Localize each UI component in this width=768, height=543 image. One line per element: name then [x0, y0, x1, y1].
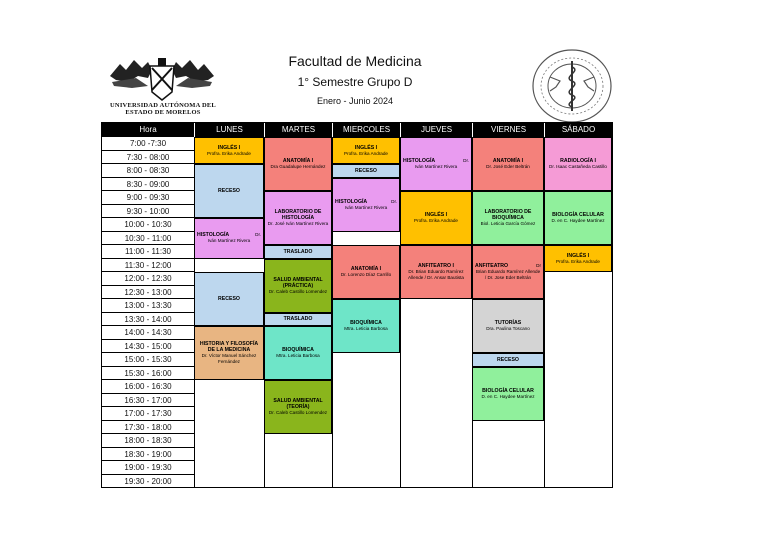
class-teacher: Iván Martínez Rivera: [344, 204, 388, 210]
class-title-suffix: Dr: [536, 263, 541, 269]
header-sabado: SÁBADO: [544, 123, 612, 137]
schedule-table: [101, 122, 613, 488]
class-block-lun-ingles: [194, 137, 264, 164]
hour-label: 14:30 - 15:00: [102, 340, 194, 354]
hour-label: 19:30 - 20:00: [102, 475, 194, 489]
class-teacher: Dr. Brian Eduardo Ramírez Allende / Dr. Ansar Bautista: [408, 269, 464, 280]
class-teacher: Iván Martínez Rivera: [207, 238, 251, 244]
class-teacher: Mtra. Leticia Barbosa: [276, 353, 320, 359]
class-block-mar-lab-histo: [264, 191, 332, 245]
class-teacher: Biol. Leticia García Gómez: [480, 221, 536, 227]
class-teacher: Dr. José Iván Martínez Rivera: [267, 221, 329, 227]
hour-label: 17:00 - 17:30: [102, 407, 194, 421]
class-title: LABORATORIO DE HISTOLOGÍA: [274, 209, 322, 222]
class-title: ANATOMÍA I: [492, 158, 524, 165]
class-teacher: Profra. Erika Andrade: [556, 258, 600, 264]
class-title: HISTORIA Y FILOSOFÍA DE LA MEDICINA: [199, 341, 259, 354]
class-title: HISTOLOGÍA: [403, 158, 436, 165]
class-teacher: Dr. José Eder Beltrán: [486, 164, 530, 170]
class-title: ANATOMÍA I: [350, 266, 382, 273]
hour-label: 7:00 -7:30: [102, 137, 194, 151]
class-title: INGLÉS I: [354, 144, 378, 151]
hour-label: 9:30 - 10:00: [102, 205, 194, 219]
class-block-jue-ingles: [400, 191, 472, 245]
hour-label: 19:00 - 19:30: [102, 461, 194, 475]
class-teacher: Iván Martínez Rivera: [414, 164, 458, 170]
class-title: RECESO: [355, 167, 377, 174]
class-title: TRASLADO: [283, 316, 313, 323]
class-block-mar-salud-teoria: [264, 380, 332, 434]
hour-label: 8:30 - 09:00: [102, 178, 194, 192]
page-subtitle: 1° Semestre Grupo D: [297, 75, 413, 89]
class-title: HISTOLOGÍA: [335, 198, 368, 205]
class-block-vie-receso: [472, 353, 544, 367]
hour-label: 17:30 - 18:00: [102, 421, 194, 435]
class-block-mie-anatomia: [332, 245, 400, 299]
hour-label: 7:30 - 08:00: [102, 151, 194, 165]
class-title: RECESO: [218, 188, 240, 194]
class-title: HISTOLOGÍA: [197, 232, 230, 239]
hour-label: 9:00 - 09:30: [102, 191, 194, 205]
class-teacher: Dr. Víctor Manuel Sánchez Fernández: [201, 353, 257, 364]
class-title-suffix: Dr.: [391, 198, 397, 204]
class-teacher: Profra. Erika Andrade: [344, 150, 388, 156]
class-teacher: Dra Guadalupe Hernández: [270, 164, 326, 170]
class-block-lun-receso2: [194, 272, 264, 326]
university-line-2: ESTADO DE MORELOS: [125, 109, 201, 116]
class-title-suffix: Dr.: [255, 232, 261, 238]
header-jueves: JUEVES: [400, 123, 472, 137]
class-teacher: Mtra. Leticia Barbosa: [344, 326, 388, 332]
hour-label: 15:30 - 16:00: [102, 367, 194, 381]
class-block-mie-bioquimica: [332, 299, 400, 353]
class-title: BIOLOGÍA CELULAR: [482, 387, 534, 394]
class-teacher: D. en C. Haydee Martínez: [481, 393, 535, 399]
class-block-jue-histologia: [400, 137, 472, 191]
header-lunes: LUNES: [194, 123, 264, 137]
university-name: [108, 102, 218, 116]
class-teacher: Dr. Caleb Castillo Lomendez: [268, 288, 328, 294]
hour-label: 12:30 - 13:00: [102, 286, 194, 300]
class-title: SALUD AMBIENTAL (TEORÍA): [273, 398, 323, 411]
class-teacher: Dr. Isaac Castañeda Castillo: [549, 164, 607, 170]
period-label: Enero - Junio 2024: [316, 96, 394, 106]
class-teacher: Dr. Lorenzo Díaz Carrillo: [340, 272, 392, 278]
hour-label: 12:00 - 12:30: [102, 272, 194, 286]
class-block-mie-receso: [332, 164, 400, 178]
class-block-sab-radiologia: [544, 137, 612, 191]
hour-label: 11:30 - 12:00: [102, 259, 194, 273]
class-block-mar-bioquimica: [264, 326, 332, 380]
class-title: LABORATORIO DE BIOQUÍMICA: [484, 209, 532, 222]
hour-label: 16:00 - 16:30: [102, 380, 194, 394]
hour-label: 11:00 - 11:30: [102, 245, 194, 259]
class-block-vie-anfiteatro: [472, 245, 544, 299]
class-block-mie-ingles: [332, 137, 400, 164]
class-block-jue-anfiteatro: [400, 245, 472, 299]
class-block-mar-traslado2: [264, 313, 332, 327]
class-title: RADIOLOGÍA I: [560, 158, 596, 165]
class-teacher: Profra. Erika Andrade: [207, 150, 251, 156]
class-block-vie-lab-bioq: [472, 191, 544, 245]
class-block-mie-histologia: [332, 178, 400, 232]
university-line-1: UNIVERSIDAD AUTÓNOMA DEL: [110, 102, 216, 109]
class-title: BIOLOGÍA CELULAR: [552, 212, 604, 219]
hour-label: 10:00 - 10:30: [102, 218, 194, 232]
class-title: SALUD AMBIENTAL (PRÁCTICA): [273, 276, 323, 289]
hour-label: 16:30 - 17:00: [102, 394, 194, 408]
hour-label: 8:00 - 08:30: [102, 164, 194, 178]
class-title-suffix: Dr.: [463, 158, 469, 164]
class-title: TRASLADO: [283, 248, 313, 255]
hour-label: 15:00 - 15:30: [102, 353, 194, 367]
page-title: Facultad de Medicina: [288, 53, 422, 69]
hour-label: 18:30 - 19:00: [102, 448, 194, 462]
class-title: ANATOMÍA I: [282, 158, 314, 165]
class-title: BIOQUÍMICA: [350, 320, 382, 327]
class-block-sab-bio-celular: [544, 191, 612, 245]
header-hora: Hora: [102, 123, 194, 137]
faculty-seal: [530, 47, 614, 130]
hour-label: 18:00 - 18:30: [102, 434, 194, 448]
class-title: ANFITEATRO: [475, 263, 509, 270]
header-miercoles: MIERCOLES: [332, 123, 400, 137]
class-block-vie-tutorias: [472, 299, 544, 353]
class-teacher: Dr. Caleb Castillo Lomendez: [268, 410, 328, 416]
hour-label: 13:30 - 14:00: [102, 313, 194, 327]
class-block-vie-anatomia: [472, 137, 544, 191]
class-block-lun-receso1: [194, 164, 264, 218]
hour-label: 14:00 - 14:30: [102, 326, 194, 340]
class-title: RECESO: [497, 356, 519, 363]
class-block-vie-bio-celular: [472, 367, 544, 421]
class-title: INGLÉS I: [566, 252, 590, 259]
class-block-lun-histologia: [194, 218, 264, 259]
class-title: INGLÉS I: [424, 212, 448, 219]
header-martes: MARTES: [264, 123, 332, 137]
class-title: ANFITEATRO I: [418, 263, 454, 270]
class-title: INGLÉS I: [217, 144, 241, 151]
hour-label: 13:00 - 13:30: [102, 299, 194, 313]
class-block-mar-salud-practica: [264, 259, 332, 313]
hour-label: 10:30 - 11:00: [102, 232, 194, 246]
class-teacher: Dra. Paulina Toscano: [486, 326, 530, 332]
class-block-mar-anatomia: [264, 137, 332, 191]
class-teacher: Profra. Erika Andrade: [414, 218, 458, 224]
class-title: TUTORÍAS: [494, 320, 522, 327]
class-title: RECESO: [218, 296, 240, 302]
class-title: BIOQUÍMICA: [282, 347, 314, 354]
class-block-lun-historia: [194, 326, 264, 380]
header-viernes: VIERNES: [472, 123, 544, 137]
class-block-mar-traslado1: [264, 245, 332, 259]
class-teacher: D. en C. Haydee Martínez: [551, 218, 605, 224]
class-teacher: Brian Eduardo Ramírez Allende / Dr. Jose Eder Beltrán: [475, 269, 541, 280]
class-block-sab-ingles: [544, 245, 612, 272]
